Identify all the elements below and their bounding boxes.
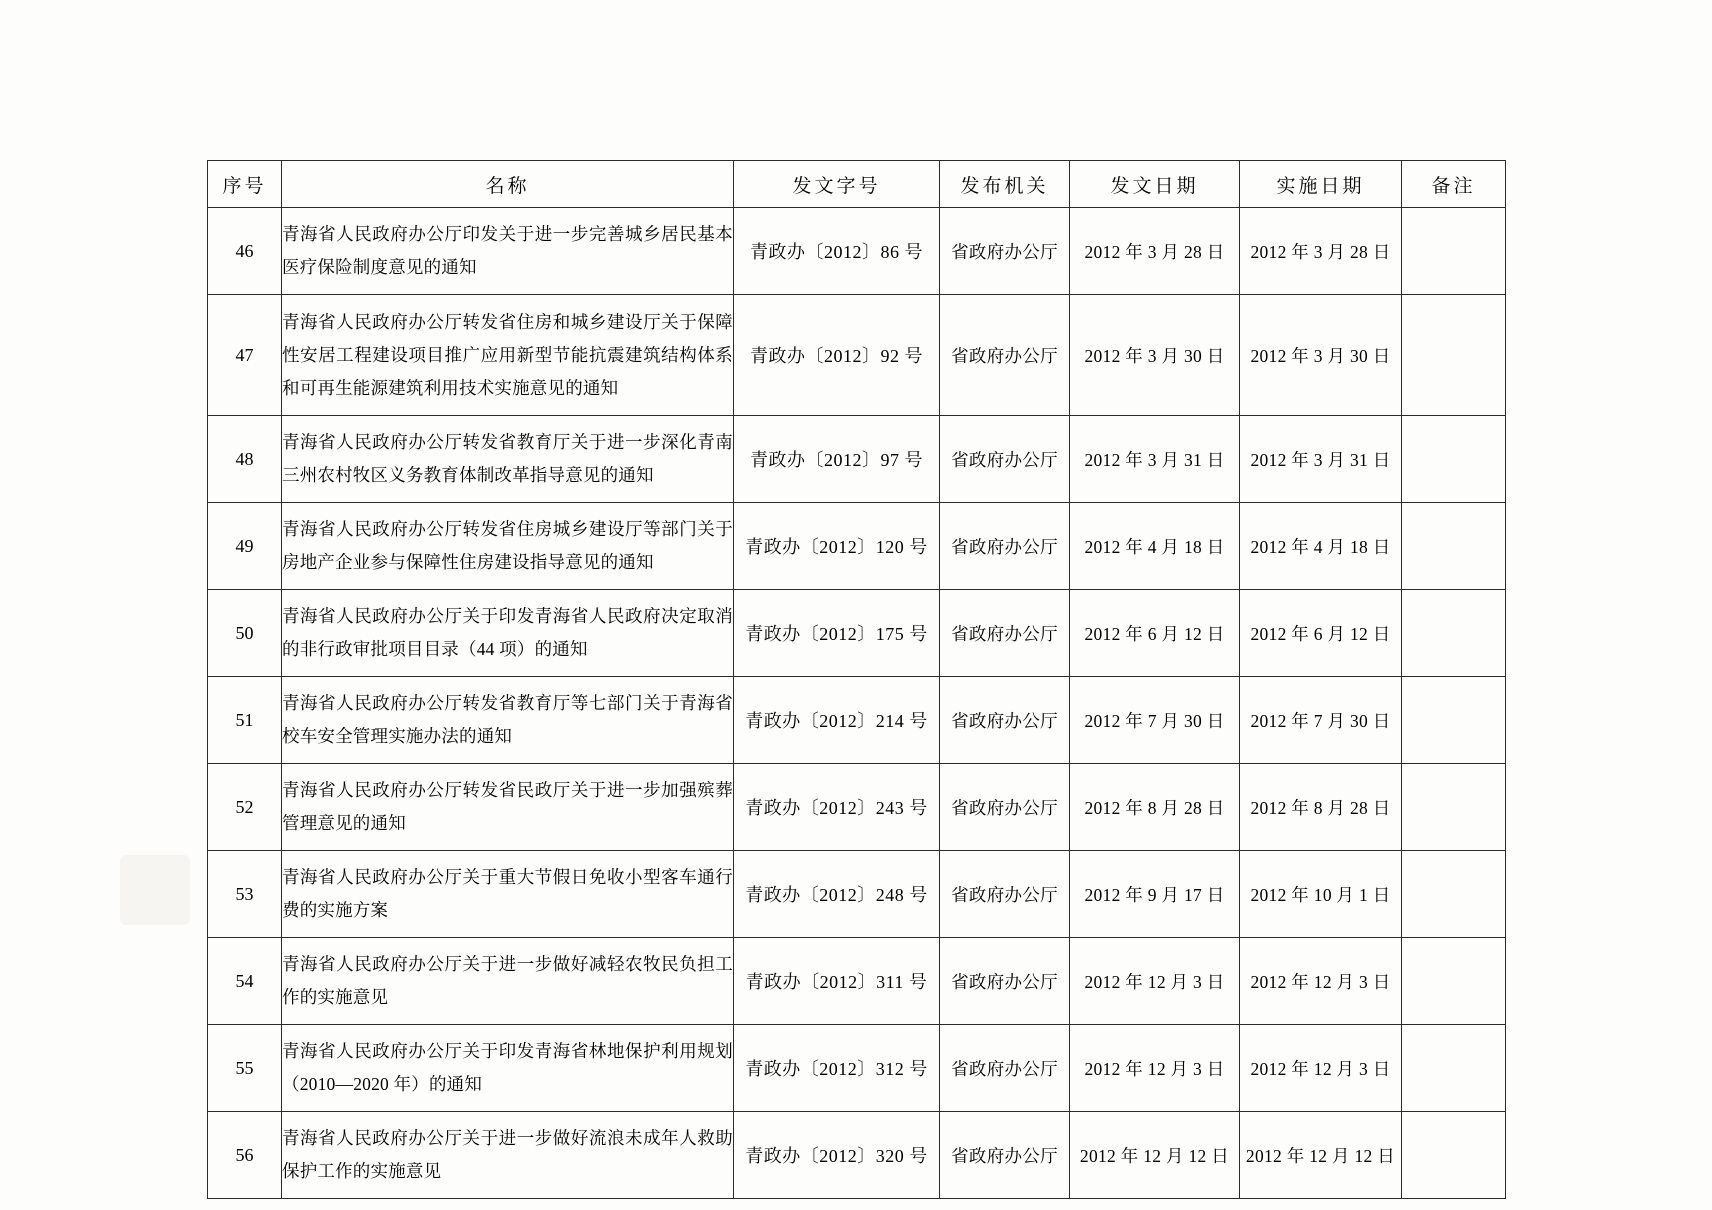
table-row xyxy=(208,764,1506,851)
document-table-container xyxy=(207,160,1505,1199)
cell-index: 47 xyxy=(208,295,282,416)
cell-issue-date: 2012 年 12 月 3 日 xyxy=(1070,1025,1240,1112)
cell-name: 青海省人民政府办公厅转发省住房和城乡建设厅关于保障性安居工程建设项目推广应用新型节能抗震建筑结构体系和可再生能源建筑利用技术实施意见的通知 xyxy=(282,295,734,416)
cell-document-number: 青政办〔2012〕97 号 xyxy=(734,416,940,503)
cell-issue-date: 2012 年 6 月 12 日 xyxy=(1070,590,1240,677)
cell-document-number: 青政办〔2012〕248 号 xyxy=(734,851,940,938)
cell-issuing-agency: 省政府办公厅 xyxy=(940,416,1070,503)
cell-effective-date: 2012 年 10 月 1 日 xyxy=(1240,851,1402,938)
government-documents-table xyxy=(207,160,1506,1199)
table-row xyxy=(208,590,1506,677)
cell-issue-date: 2012 年 4 月 18 日 xyxy=(1070,503,1240,590)
cell-index: 56 xyxy=(208,1112,282,1199)
cell-index: 46 xyxy=(208,208,282,295)
cell-name: 青海省人民政府办公厅印发关于进一步完善城乡居民基本医疗保险制度意见的通知 xyxy=(282,208,734,295)
cell-index: 50 xyxy=(208,590,282,677)
column-header-issuing-agency: 发布机关 xyxy=(940,161,1070,208)
cell-issuing-agency: 省政府办公厅 xyxy=(940,1112,1070,1199)
column-header-document-number: 发文字号 xyxy=(734,161,940,208)
cell-effective-date: 2012 年 7 月 30 日 xyxy=(1240,677,1402,764)
table-row xyxy=(208,938,1506,1025)
cell-index: 54 xyxy=(208,938,282,1025)
cell-remarks xyxy=(1402,1025,1506,1112)
cell-issuing-agency: 省政府办公厅 xyxy=(940,677,1070,764)
cell-issue-date: 2012 年 12 月 12 日 xyxy=(1070,1112,1240,1199)
cell-document-number: 青政办〔2012〕311 号 xyxy=(734,938,940,1025)
cell-issue-date: 2012 年 3 月 28 日 xyxy=(1070,208,1240,295)
cell-name: 青海省人民政府办公厅转发省民政厅关于进一步加强殡葬管理意见的通知 xyxy=(282,764,734,851)
cell-name: 青海省人民政府办公厅关于进一步做好减轻农牧民负担工作的实施意见 xyxy=(282,938,734,1025)
cell-issuing-agency: 省政府办公厅 xyxy=(940,295,1070,416)
cell-name: 青海省人民政府办公厅关于重大节假日免收小型客车通行费的实施方案 xyxy=(282,851,734,938)
cell-issue-date: 2012 年 9 月 17 日 xyxy=(1070,851,1240,938)
cell-name: 青海省人民政府办公厅转发省教育厅关于进一步深化青南三州农村牧区义务教育体制改革指导意见的通知 xyxy=(282,416,734,503)
cell-effective-date: 2012 年 3 月 31 日 xyxy=(1240,416,1402,503)
cell-document-number: 青政办〔2012〕120 号 xyxy=(734,503,940,590)
cell-index: 53 xyxy=(208,851,282,938)
cell-remarks xyxy=(1402,764,1506,851)
column-header-name: 名称 xyxy=(282,161,734,208)
column-header-index: 序号 xyxy=(208,161,282,208)
cell-index: 48 xyxy=(208,416,282,503)
table-row xyxy=(208,208,1506,295)
cell-remarks xyxy=(1402,851,1506,938)
cell-document-number: 青政办〔2012〕320 号 xyxy=(734,1112,940,1199)
cell-document-number: 青政办〔2012〕86 号 xyxy=(734,208,940,295)
cell-remarks xyxy=(1402,503,1506,590)
column-header-remarks: 备注 xyxy=(1402,161,1506,208)
cell-effective-date: 2012 年 6 月 12 日 xyxy=(1240,590,1402,677)
cell-issuing-agency: 省政府办公厅 xyxy=(940,851,1070,938)
cell-issuing-agency: 省政府办公厅 xyxy=(940,503,1070,590)
table-row xyxy=(208,677,1506,764)
cell-issue-date: 2012 年 3 月 30 日 xyxy=(1070,295,1240,416)
table-row xyxy=(208,503,1506,590)
cell-name: 青海省人民政府办公厅关于印发青海省人民政府决定取消的非行政审批项目目录（44 项）的通知 xyxy=(282,590,734,677)
cell-issuing-agency: 省政府办公厅 xyxy=(940,208,1070,295)
cell-remarks xyxy=(1402,677,1506,764)
cell-remarks xyxy=(1402,416,1506,503)
cell-effective-date: 2012 年 8 月 28 日 xyxy=(1240,764,1402,851)
table-row xyxy=(208,416,1506,503)
cell-issuing-agency: 省政府办公厅 xyxy=(940,1025,1070,1112)
cell-name: 青海省人民政府办公厅转发省住房城乡建设厅等部门关于房地产企业参与保障性住房建设指导意见的通知 xyxy=(282,503,734,590)
cell-document-number: 青政办〔2012〕175 号 xyxy=(734,590,940,677)
table-body xyxy=(208,208,1506,1199)
table-row xyxy=(208,295,1506,416)
cell-index: 55 xyxy=(208,1025,282,1112)
cell-issuing-agency: 省政府办公厅 xyxy=(940,938,1070,1025)
table-row xyxy=(208,1112,1506,1199)
column-header-effective-date: 实施日期 xyxy=(1240,161,1402,208)
cell-remarks xyxy=(1402,208,1506,295)
watermark-mark xyxy=(120,855,190,925)
cell-issuing-agency: 省政府办公厅 xyxy=(940,764,1070,851)
cell-issue-date: 2012 年 8 月 28 日 xyxy=(1070,764,1240,851)
cell-effective-date: 2012 年 12 月 3 日 xyxy=(1240,938,1402,1025)
cell-effective-date: 2012 年 4 月 18 日 xyxy=(1240,503,1402,590)
cell-document-number: 青政办〔2012〕243 号 xyxy=(734,764,940,851)
cell-effective-date: 2012 年 3 月 30 日 xyxy=(1240,295,1402,416)
cell-remarks xyxy=(1402,295,1506,416)
cell-issue-date: 2012 年 12 月 3 日 xyxy=(1070,938,1240,1025)
cell-remarks xyxy=(1402,590,1506,677)
cell-name: 青海省人民政府办公厅关于进一步做好流浪未成年人救助保护工作的实施意见 xyxy=(282,1112,734,1199)
cell-name: 青海省人民政府办公厅转发省教育厅等七部门关于青海省校车安全管理实施办法的通知 xyxy=(282,677,734,764)
cell-document-number: 青政办〔2012〕312 号 xyxy=(734,1025,940,1112)
table-header xyxy=(208,161,1506,208)
cell-index: 49 xyxy=(208,503,282,590)
cell-index: 52 xyxy=(208,764,282,851)
table-row xyxy=(208,1025,1506,1112)
cell-document-number: 青政办〔2012〕214 号 xyxy=(734,677,940,764)
table-row xyxy=(208,851,1506,938)
cell-remarks xyxy=(1402,938,1506,1025)
table-header-row xyxy=(208,161,1506,208)
cell-index: 51 xyxy=(208,677,282,764)
cell-effective-date: 2012 年 3 月 28 日 xyxy=(1240,208,1402,295)
cell-remarks xyxy=(1402,1112,1506,1199)
cell-effective-date: 2012 年 12 月 12 日 xyxy=(1240,1112,1402,1199)
cell-document-number: 青政办〔2012〕92 号 xyxy=(734,295,940,416)
column-header-issue-date: 发文日期 xyxy=(1070,161,1240,208)
cell-name: 青海省人民政府办公厅关于印发青海省林地保护利用规划（2010—2020 年）的通知 xyxy=(282,1025,734,1112)
cell-effective-date: 2012 年 12 月 3 日 xyxy=(1240,1025,1402,1112)
cell-issue-date: 2012 年 7 月 30 日 xyxy=(1070,677,1240,764)
cell-issue-date: 2012 年 3 月 31 日 xyxy=(1070,416,1240,503)
cell-issuing-agency: 省政府办公厅 xyxy=(940,590,1070,677)
